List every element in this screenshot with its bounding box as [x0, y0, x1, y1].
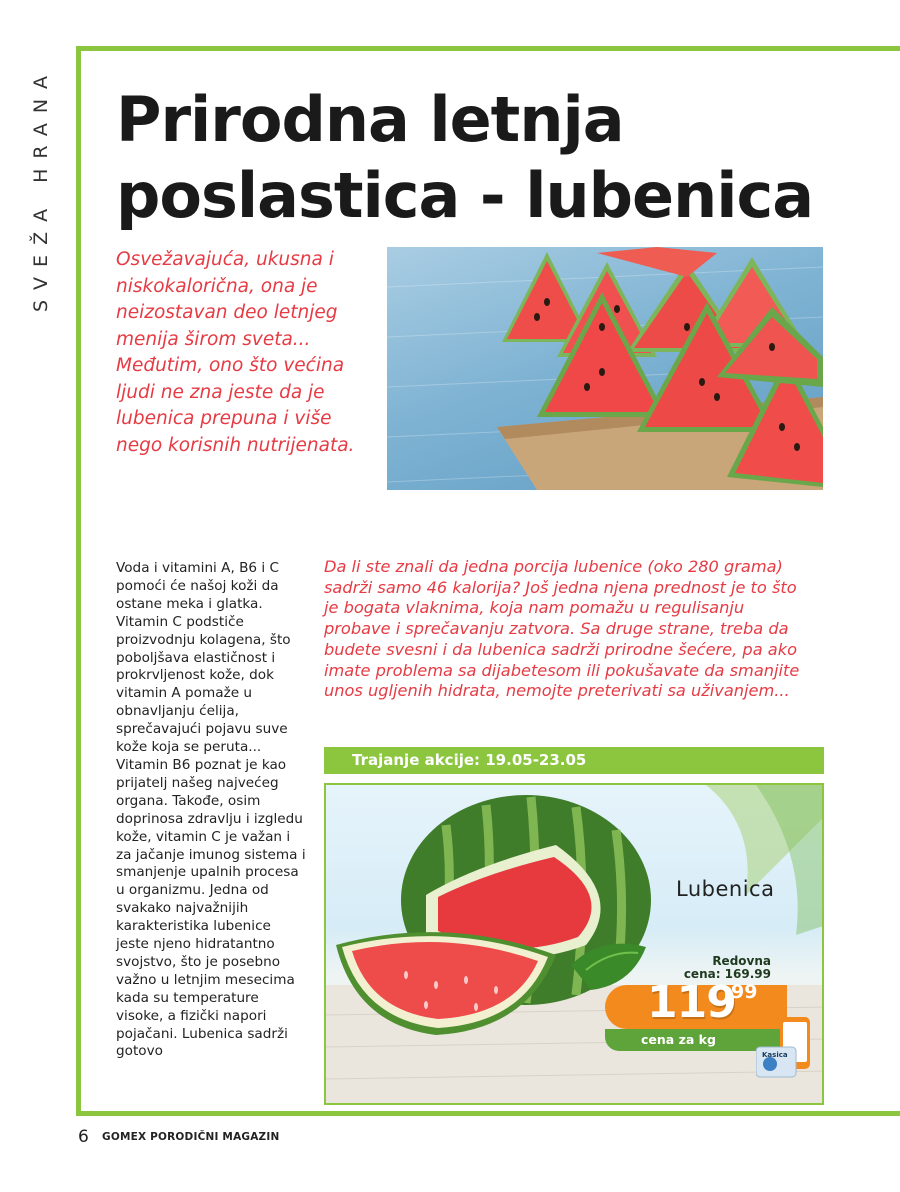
product-name: Lubenica [676, 877, 775, 901]
price-cents: 99 [731, 981, 758, 1003]
frame-left-border [76, 46, 81, 1116]
promo-duration-bar [324, 747, 824, 774]
frame-top-border [76, 46, 900, 51]
watermelon-product-photo [326, 785, 824, 1105]
card-label: Kasica [762, 1051, 788, 1059]
magazine-name: GOMEX PORODIČNI MAGAZIN [102, 1131, 280, 1143]
price-unit: cena za kg [641, 1032, 716, 1047]
price-main: 119 [647, 977, 736, 1028]
regular-price-value: cena: 169.99 [683, 967, 771, 981]
frame-bottom-border [76, 1111, 900, 1116]
did-you-know-text: Da li ste znali da jedna porcija lubenice (oko 280 grama) sadrži samo 46 kalorija? Još jedna njena prednost je to što je bogata vlaknima, koja nam pomažu u regulisanju probave i sprečavanju zatvora. Sa druge strane, treba da budete svesni i da lubenica sadrži prirodne šećere, pa ako imate problema sa dijabetesom ili pokušavate da smanjite unos ugljenih hidrata, nemojte preterivati sa uživanjem... [324, 557, 800, 701]
watermelon-slices-photo [387, 247, 823, 490]
article-title: Prirodna letnja poslastica - lubenica [116, 83, 814, 232]
loyalty-card-phone-icon [756, 1017, 814, 1079]
article-body-column: Voda i vitamini A, B6 i C pomoći će našoj koži da ostane meka i glatka. Vitamin C podstiče proizvodnju kolagena, što poboljšava elastičnost i prokrvljenost kože, dok vitamin A pomaže u obnavljanju ćelija, sprečavajući pojavu suve kože koja se peruta... Vitamin B6 poznat je kao prijatelj našeg najvećeg organa. Takođe, osim doprinosa zdravlju i izgledu kože, vitamin C je važan i za jačanje imunog sistema i smanjenje upalnih procesa u organizmu. Jedna od svakako najvažnijih karakteristika lubenice jeste njeno hidratantno svojstvo, što je posebno važno u letnjim mesecima kada su temperature visoke, a fizički napori pojačani. Lubenica sadrži gotovo [116, 560, 306, 1060]
article-lead: Osvežavajuća, ukusna i niskokalorična, ona je neizostavan deo letnjeg menija širom sveta... Međutim, ono što većina ljudi ne zna jeste da je lubenica prepuna i više nego korisnih nutrijenata. [116, 249, 355, 456]
page-number: 6 [78, 1127, 89, 1147]
regular-price-label: Redovna [712, 954, 771, 968]
product-offer-card [324, 783, 824, 1105]
section-label: SVEŽA HRANA [30, 65, 52, 312]
promo-duration-text: Trajanje akcije: 19.05-23.05 [352, 751, 587, 769]
